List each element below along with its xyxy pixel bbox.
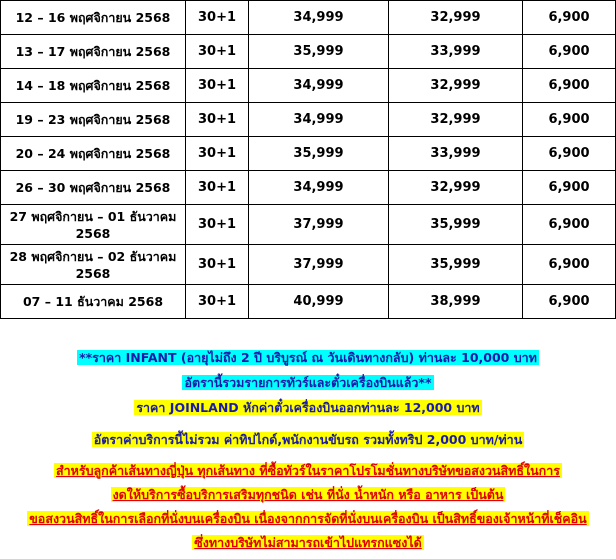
table-row — [1, 205, 616, 245]
joinland-note: ราคา JOINLAND หักค่าตั๋วเครื่องบินออกท่านละ 12,000 บาท — [136, 400, 480, 415]
table-row — [1, 1, 616, 35]
table-row — [1, 103, 616, 137]
price-adult-cell: 34,999 — [249, 171, 389, 205]
seats-cell: 30+1 — [186, 35, 249, 69]
table-row — [1, 69, 616, 103]
single-cell: 6,900 — [523, 285, 616, 319]
price-child-cell: 35,999 — [389, 245, 523, 285]
table-row — [1, 245, 616, 285]
single-cell: 6,900 — [523, 171, 616, 205]
price-child-cell: 32,999 — [389, 171, 523, 205]
seats-cell: 30+1 — [186, 69, 249, 103]
date-line-2: 2568 — [75, 225, 111, 241]
single-cell: 6,900 — [523, 35, 616, 69]
price-child-cell: 35,999 — [389, 205, 523, 245]
japan-note-line-2: งดให้บริการซื้อบริการเสริมทุกชนิด เช่น ที่นั่ง น้ำหนัก หรือ อาหาร เป็นต้น — [112, 487, 504, 502]
seats-cell: 30+1 — [186, 245, 249, 285]
price-adult-cell: 34,999 — [249, 1, 389, 35]
single-cell: 6,900 — [523, 1, 616, 35]
price-adult-cell: 34,999 — [249, 69, 389, 103]
single-cell: 6,900 — [523, 103, 616, 137]
date-cell: 12 – 16 พฤศจิกายน 2568 — [1, 1, 186, 35]
seats-cell: 30+1 — [186, 137, 249, 171]
japan-note-line-1: สำหรับลูกค้าเส้นทางญี่ปุ่น ทุกเส้นทาง ที่ซื้อทัวร์ในราคาโปรโมชั่นทางบริษัทขอสงวนสิทธิ์ในการ — [55, 463, 560, 478]
date-cell: 14 – 18 พฤศจิกายน 2568 — [1, 69, 186, 103]
included-note: อัตรานี้รวมรายการทัวร์และตั๋วเครื่องบินแล้ว** — [184, 375, 432, 390]
date-cell: 07 – 11 ธันวาคม 2568 — [1, 285, 186, 319]
table-row — [1, 137, 616, 171]
date-cell: 26 – 30 พฤศจิกายน 2568 — [1, 171, 186, 205]
single-cell: 6,900 — [523, 69, 616, 103]
table-row — [1, 35, 616, 69]
table-row — [1, 285, 616, 319]
price-child-cell: 32,999 — [389, 103, 523, 137]
price-adult-cell: 37,999 — [249, 205, 389, 245]
date-cell — [1, 205, 186, 245]
price-adult-cell: 40,999 — [249, 285, 389, 319]
date-line-1: 28 พฤศจิกายน – 02 ธันวาคม — [9, 248, 177, 264]
infant-price-note: **ราคา INFANT (อายุไม่ถึง 2 ปี บริบูรณ์ ณ วันเดินทางกลับ) ท่านละ 10,000 บาท — [79, 350, 537, 365]
japan-note-line-3: ขอสงวนสิทธิ์ในการเลือกที่นั่งบนเครื่องบิน เนื่องจากการจัดที่นั่งบนเครื่องบิน เป็นสิทธิ์ของเจ้าหน้าที่เช็คอิน — [29, 511, 587, 526]
single-cell: 6,900 — [523, 245, 616, 285]
date-line-2: 2568 — [75, 265, 111, 281]
price-child-cell: 32,999 — [389, 69, 523, 103]
tip-note: อัตราค่าบริการนี้ไม่รวม ค่าทิปไกด์,พนักงานขับรถ รวมทั้งทริป 2,000 บาท/ท่าน — [93, 432, 523, 447]
date-cell — [1, 245, 186, 285]
seats-cell: 30+1 — [186, 1, 249, 35]
seats-cell: 30+1 — [186, 285, 249, 319]
single-cell: 6,900 — [523, 137, 616, 171]
japan-note-line-4: ซึ่งทางบริษัทไม่สามารถเข้าไปแทรกแซงได้ — [194, 535, 422, 550]
price-adult-cell: 35,999 — [249, 35, 389, 69]
price-child-cell: 32,999 — [389, 1, 523, 35]
price-adult-cell: 35,999 — [249, 137, 389, 171]
date-cell: 19 – 23 พฤศจิกายน 2568 — [1, 103, 186, 137]
price-child-cell: 33,999 — [389, 35, 523, 69]
seats-cell: 30+1 — [186, 103, 249, 137]
single-cell: 6,900 — [523, 205, 616, 245]
table-row — [1, 171, 616, 205]
seats-cell: 30+1 — [186, 171, 249, 205]
price-child-cell: 33,999 — [389, 137, 523, 171]
price-adult-cell: 37,999 — [249, 245, 389, 285]
seats-cell: 30+1 — [186, 205, 249, 245]
date-cell: 20 – 24 พฤศจิกายน 2568 — [1, 137, 186, 171]
price-adult-cell: 34,999 — [249, 103, 389, 137]
date-line-1: 27 พฤศจิกายน – 01 ธันวาคม — [9, 208, 177, 224]
price-child-cell: 38,999 — [389, 285, 523, 319]
date-cell: 13 – 17 พฤศจิกายน 2568 — [1, 35, 186, 69]
